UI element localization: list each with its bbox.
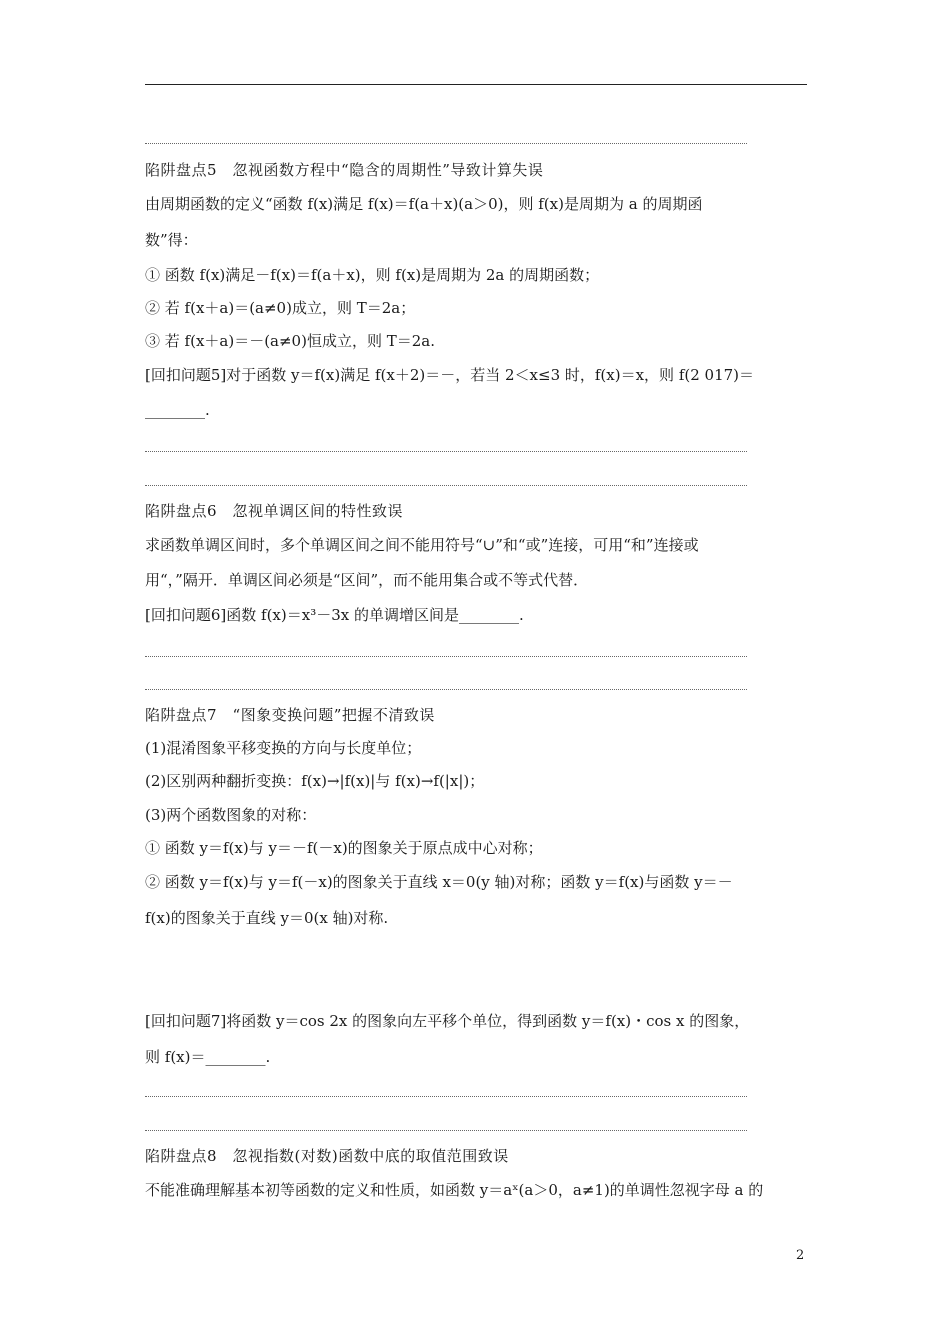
section-5-paragraph-line-1: 由周期函数的定义“函数 f(x)满足 f(x)＝f(a＋x)(a＞0)，则 f(x)是周期为 a 的周期函	[145, 195, 703, 213]
section-6-heading: 陷阱盘点6 忽视单调区间的特性致误	[145, 502, 404, 520]
section-6-paragraph-line-2: 用“，”隔开．单调区间必须是“区间”，而不能用集合或不等式代替．	[145, 571, 589, 589]
divider	[145, 485, 747, 486]
section-8-heading: 陷阱盘点8 忽视指数(对数)函数中底的取值范围致误	[145, 1147, 509, 1165]
divider	[145, 451, 747, 452]
section-5-item-2: ② 若 f(x＋a)＝(a≠0)成立，则 T＝2a；	[145, 299, 416, 317]
section-5-item-1: ① 函数 f(x)满足－f(x)＝f(a＋x)，则 f(x)是周期为 2a 的周期函数；	[145, 266, 600, 284]
divider	[145, 1096, 747, 1097]
section-5-heading: 陷阱盘点5 忽视函数方程中“隐含的周期性”导致计算失误	[145, 161, 544, 179]
section-7-item-5-line-2: f(x)的图象关于直线 y＝0(x 轴)对称.	[145, 909, 389, 927]
review-question-7-line-1: [回扣问题7]将函数 y＝cos 2x 的图象向左平移个单位，得到函数 y＝f(x)・cos x 的图象，	[145, 1012, 750, 1030]
review-question-6: [回扣问题6]函数 f(x)＝x³－3x 的单调增区间是________.	[145, 606, 524, 624]
section-7-item-2: (2)区别两种翻折变换：f(x)→|f(x)|与 f(x)→f(|x|)；	[145, 772, 485, 790]
section-7-item-4: ① 函数 y＝f(x)与 y＝－f(－x)的图象关于原点成中心对称；	[145, 839, 543, 857]
header-rule	[145, 84, 807, 85]
section-7-item-5-line-1: ② 函数 y＝f(x)与 y＝f(－x)的图象关于直线 x＝0(y 轴)对称；函数 y＝f(x)与函数 y＝－	[145, 873, 733, 891]
section-8-paragraph-line-1: 不能准确理解基本初等函数的定义和性质，如函数 y＝aˣ(a＞0，a≠1)的单调性忽视字母 a 的	[145, 1181, 764, 1199]
section-5-item-3: ③ 若 f(x＋a)＝－(a≠0)恒成立，则 T＝2a.	[145, 332, 435, 350]
section-5-paragraph-line-2: 数”得：	[145, 231, 198, 249]
review-question-5-line-1: [回扣问题5]对于函数 y＝f(x)满足 f(x＋2)＝－，若当 2＜x≤3 时，f(x)＝x，则 f(2 017)＝	[145, 366, 755, 384]
divider	[145, 1130, 747, 1131]
divider	[145, 143, 747, 144]
section-7-item-1: (1)混淆图象平移变换的方向与长度单位；	[145, 739, 422, 757]
review-question-7-line-2: 则 f(x)＝________.	[145, 1048, 271, 1066]
section-7-heading: 陷阱盘点7 “图象变换问题”把握不清致误	[145, 706, 435, 724]
page-number: 2	[796, 1248, 805, 1263]
section-7-item-3: (3)两个函数图象的对称：	[145, 806, 317, 824]
divider	[145, 689, 747, 690]
review-question-5-line-2: ________.	[145, 401, 210, 419]
divider	[145, 656, 747, 657]
section-6-paragraph-line-1: 求函数单调区间时，多个单调区间之间不能用符号“∪”和“或”连接，可用“和”连接或	[145, 536, 699, 554]
